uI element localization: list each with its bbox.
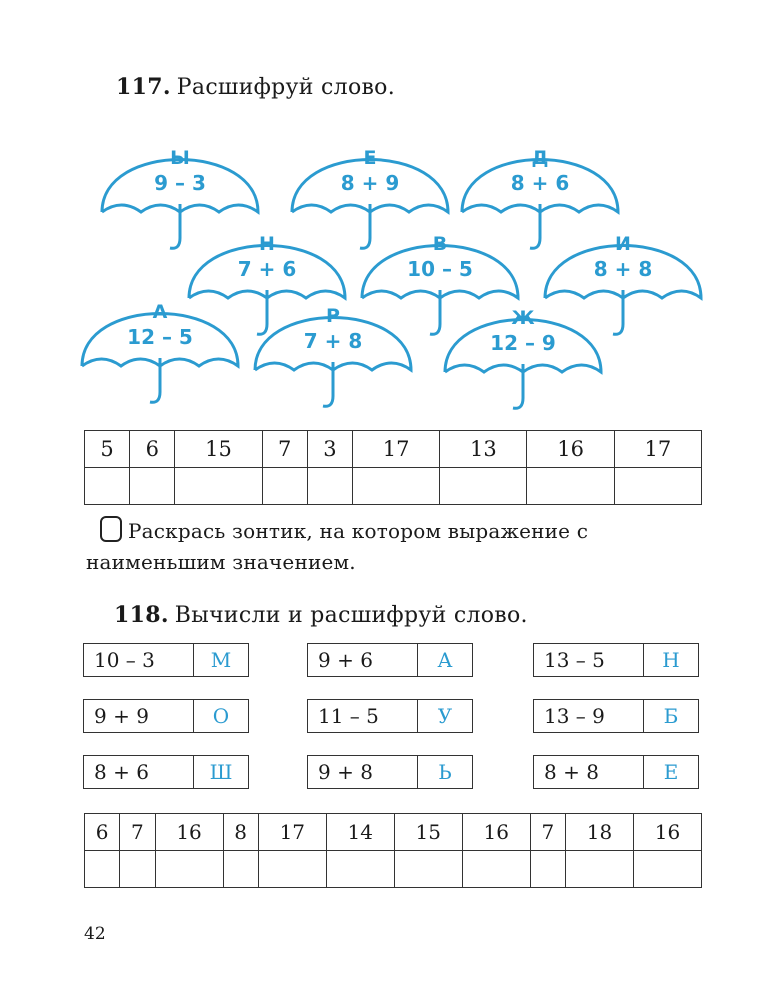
umbrella-letter: Ж <box>511 307 535 329</box>
expression-card <box>83 643 249 677</box>
umbrella-handle <box>530 204 540 248</box>
task-117-answer-cell[interactable] <box>175 468 262 505</box>
task-118-number-cell: 6 <box>85 814 120 851</box>
task-117-answer-cell[interactable] <box>353 468 440 505</box>
umbrella-expression: 12 – 9 <box>490 331 556 355</box>
card-expression: 13 – 9 <box>544 704 605 728</box>
expression-card <box>307 755 473 789</box>
task-117-number-cell: 13 <box>440 431 527 468</box>
task-118-number-cell: 16 <box>155 814 223 851</box>
task-118-answer-table <box>84 813 702 888</box>
card-letter: Ш <box>193 756 248 788</box>
umbrella-letter: Е <box>363 147 377 169</box>
umbrella-letter: Ы <box>170 147 190 169</box>
card-letter: Б <box>643 700 698 732</box>
task-117-answer-cell[interactable] <box>130 468 175 505</box>
card-letter: Е <box>643 756 698 788</box>
umbrella-expression: 7 + 6 <box>237 257 297 281</box>
task-118-answer-cell[interactable] <box>326 851 394 888</box>
task-118-number-cell: 7 <box>120 814 155 851</box>
task-118-number-cell: 8 <box>223 814 258 851</box>
umbrella-letter: И <box>615 233 631 255</box>
task-118-answer-cell[interactable] <box>565 851 633 888</box>
task-117-number-cell: 5 <box>85 431 130 468</box>
umbrella-expression: 8 + 9 <box>340 171 400 195</box>
expression-card <box>307 699 473 733</box>
task-117-answer-cell[interactable] <box>527 468 614 505</box>
task-117-number-cell: 3 <box>307 431 352 468</box>
umbrella-expression: 12 – 5 <box>127 325 193 349</box>
umbrella-letter: Н <box>259 233 275 255</box>
task-117-number-cell: 15 <box>175 431 262 468</box>
umbrella-handle <box>323 362 333 406</box>
task-118-number-cell: 7 <box>530 814 565 851</box>
task-118-number-cell: 18 <box>565 814 633 851</box>
expression-card <box>307 643 473 677</box>
umbrella-handle <box>257 290 267 334</box>
task-117-answer-cell[interactable] <box>85 468 130 505</box>
umbrella[interactable] <box>545 233 701 334</box>
task-118-answer-cell[interactable] <box>462 851 530 888</box>
expression-card <box>533 755 699 789</box>
umbrella[interactable] <box>462 147 618 248</box>
umbrella-expression: 7 + 8 <box>303 329 363 353</box>
card-letter: Н <box>643 644 698 676</box>
task-118-number-cell: 15 <box>394 814 462 851</box>
card-letter: О <box>193 700 248 732</box>
card-expression: 13 – 5 <box>544 648 605 672</box>
card-letter: У <box>417 700 472 732</box>
task-118-text: Вычисли и расшифруй слово. <box>174 603 528 628</box>
card-expression: 9 + 8 <box>318 760 373 784</box>
umbrella[interactable] <box>255 305 411 406</box>
card-expression: 8 + 6 <box>94 760 149 784</box>
task-117-answer-cell[interactable] <box>440 468 527 505</box>
umbrella-handle <box>170 204 180 248</box>
task-117-answer-cell[interactable] <box>614 468 701 505</box>
expression-card <box>533 643 699 677</box>
expression-card <box>83 755 249 789</box>
task-118-numbers-row <box>85 814 702 851</box>
umbrella-expression: 10 – 5 <box>407 257 473 281</box>
task-118-number-cell: 16 <box>462 814 530 851</box>
task-118-number: 118. <box>114 602 169 628</box>
card-expression: 9 + 9 <box>94 704 149 728</box>
umbrellas-illustration <box>0 0 768 420</box>
task-118-number-cell: 17 <box>258 814 326 851</box>
task-117-text: Расшифруй слово. <box>176 75 396 100</box>
task-117-number-cell: 17 <box>614 431 701 468</box>
umbrella-expression: 8 + 6 <box>510 171 570 195</box>
task-117-number-cell: 17 <box>353 431 440 468</box>
task-118-answer-cell[interactable] <box>223 851 258 888</box>
umbrella-letter: Р <box>326 305 340 327</box>
umbrella-expression: 9 – 3 <box>154 171 206 195</box>
task-118-answer-cell[interactable] <box>155 851 223 888</box>
task-117-letters-row <box>85 468 702 505</box>
task-118-answer-cell[interactable] <box>258 851 326 888</box>
card-letter: Ь <box>417 756 472 788</box>
umbrella[interactable] <box>102 147 258 248</box>
task-118-answer-cell[interactable] <box>394 851 462 888</box>
task-117-answer-cell[interactable] <box>307 468 352 505</box>
card-expression: 9 + 6 <box>318 648 373 672</box>
task-118-answer-cell[interactable] <box>120 851 155 888</box>
card-letter: А <box>417 644 472 676</box>
expression-card <box>533 699 699 733</box>
umbrella-letter: Д <box>531 147 549 169</box>
task-117-number-cell: 7 <box>262 431 307 468</box>
task-118-letters-row <box>85 851 702 888</box>
task-118-answer-cell[interactable] <box>85 851 120 888</box>
page-number: 42 <box>84 924 106 944</box>
umbrella-handle <box>430 290 440 334</box>
umbrella[interactable] <box>292 147 448 248</box>
task-118-number-cell: 16 <box>633 814 701 851</box>
card-expression: 11 – 5 <box>318 704 379 728</box>
task-118-answer-cell[interactable] <box>633 851 701 888</box>
umbrella[interactable] <box>362 233 518 334</box>
task-117-answer-cell[interactable] <box>262 468 307 505</box>
task-117-numbers-row <box>85 431 702 468</box>
task-118-title <box>114 602 528 628</box>
task-117-number-cell: 6 <box>130 431 175 468</box>
umbrella-handle <box>613 290 623 334</box>
umbrella-letter: В <box>432 233 448 255</box>
task-117-number-cell: 16 <box>527 431 614 468</box>
task-118-number-cell: 14 <box>326 814 394 851</box>
task-117-coloring-instruction <box>86 516 706 578</box>
card-letter: М <box>193 644 248 676</box>
task-117-number: 117. <box>116 74 171 100</box>
umbrella-letter: А <box>152 301 168 323</box>
umbrella-handle <box>150 358 160 402</box>
task-117-answer-table <box>84 430 702 505</box>
card-expression: 10 – 3 <box>94 648 155 672</box>
task-118-answer-cell[interactable] <box>530 851 565 888</box>
task-117-coloring-text: Раскрась зонтик, на котором выражение с наименьшим значением. <box>86 519 589 574</box>
card-expression: 8 + 8 <box>544 760 599 784</box>
umbrella[interactable] <box>445 307 601 408</box>
umbrella-handle <box>513 364 523 408</box>
umbrella-handle <box>360 204 370 248</box>
umbrella[interactable] <box>82 301 238 402</box>
umbrella-expression: 8 + 8 <box>593 257 653 281</box>
expression-card <box>83 699 249 733</box>
task-checkbox-icon[interactable] <box>100 516 122 542</box>
